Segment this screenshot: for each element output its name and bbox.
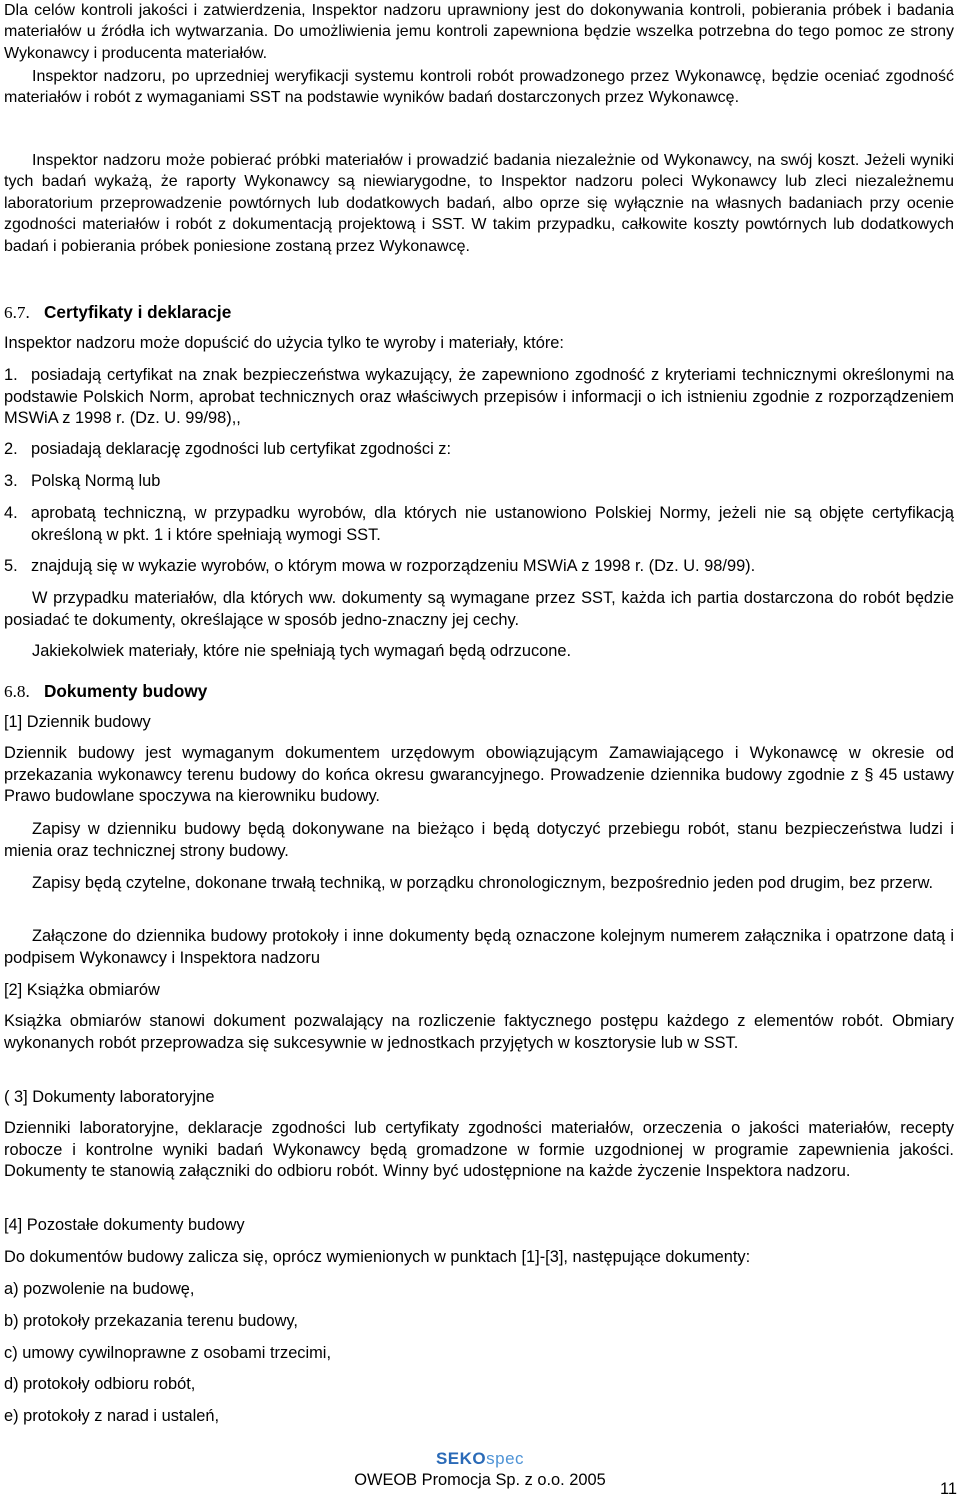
list-item-text: Polską Normą lub xyxy=(31,472,161,490)
paragraph: Dziennik budowy jest wymaganym dokumentem urzędowym obowiązującym Zamawiającego i Wykonawcę w okresie od przekazania wykonawcy terenu budowy do końca okresu gwarancyjnego. Prowadzenie dziennika budowy zgodnie z § 45 ustawy Prawo budowlane spoczywa na kierowniku budowy. xyxy=(4,744,954,805)
paragraph: Książka obmiarów stanowi dokument pozwalający na rozliczenie faktycznego postępu każdego z elementów robót. Obmiary wykonanych robót przeprowadza się sukcesywnie w jednostkach przyjętych w kosztorysie lub w SST. xyxy=(4,1012,954,1052)
paragraph-quality-control: Dla celów kontroli jakości i zatwierdzenia, Inspektor nadzoru uprawniony jest do dokonywania kontroli, pobierania próbek i badania materiałów u źródła ich wytwarzania. Do umożliwienia jemu kontroli zapewniona będzie wszelka potrzebna do tego pomoc ze strony Wykonawcy i producenta materiałów. xyxy=(4,2,954,62)
list-item: e) protokoły z narad i ustaleń, xyxy=(4,1407,220,1425)
paragraph-independent-testing: Inspektor nadzoru może pobierać próbki materiałów i prowadzić badania niezależnie od Wykonawcy, na swój koszt. Jeżeli wyniki tych badań wykażą, że raporty Wykonawcy są niewiarygodne, to Inspektor nadzoru poleci Wykonawcy lub zleci niezależnemu laboratorium przeprowadzenie powtórnych lub dodatkowych badań, albo oprze się wyłącznie na własnych badaniach przy ocenie zgodności materiałów i robót z dokumentacją projektową i SST. W takim przypadku, całkowite koszty powtórnych lub dodatkowych badań i pobierania próbek poniesione zostaną przez Wykonawcę. xyxy=(4,152,954,255)
subsection-title: [2] Książka obmiarów xyxy=(4,981,160,999)
footer-company: OWEOB Promocja Sp. z o.o. 2005 xyxy=(354,1471,606,1489)
list-item xyxy=(4,471,954,493)
list-item-text: posiadają certyfikat na znak bezpieczeństwa wykazujący, że zapewniono zgodność z kryteriami technicznymi określonymi na podstawie Polskich Norm, aprobat technicznych oraz właściwych przepisów i informacji o ich istnieniu zgodnie z rozporządzeniem MSWiA z 1998 r. (Dz. U. 99/98),, xyxy=(4,366,954,427)
list-item: c) umowy cywilnoprawne z osobami trzecimi, xyxy=(4,1344,331,1362)
subsection-title: [4] Pozostałe dokumenty budowy xyxy=(4,1216,245,1234)
paragraph: Do dokumentów budowy zalicza się, oprócz wymienionych w punktach [1]-[3], następujące dokumenty: xyxy=(4,1248,751,1266)
section-number: 6.8. xyxy=(4,682,30,701)
paragraph: Zapisy w dzienniku budowy będą dokonywane na bieżąco i będą dotyczyć przebiegu robót, stanu bezpieczeństwa ludzi i mienia oraz technicznej strony budowy. xyxy=(4,820,954,860)
list-item-number: 5. xyxy=(4,557,18,575)
list-item-number: 2. xyxy=(4,440,18,458)
paragraph: Dzienniki laboratoryjne, deklaracje zgodności lub certyfikaty zgodności materiałów, orzeczenia o jakości materiałów, recepty robocze i kontrolne wyniki badań Wykonawcy będą gromadzone w formie uzgodnionej w programie zapewnienia jakości. Dokumenty te stanowią załączniki do odbioru robót. Winny być udostępnione na każde życzenie Inspektora nadzoru. xyxy=(4,1119,954,1180)
list-item-text: posiadają deklarację zgodności lub certyfikat zgodności z: xyxy=(31,440,452,458)
brand-logo-bold: SEKO xyxy=(435,1449,487,1468)
paragraph-documents-note: W przypadku materiałów, dla których ww. dokumenty są wymagane przez SST, każda ich partia dostarczona do robót będzie posiadać te dokumenty, określające w sposób jedno-znaczny jej cechy. xyxy=(4,589,954,629)
list-item-text: aprobatą techniczną, w przypadku wyrobów, dla których nie ustanowiono Polskiej Normy, jeżeli nie są objęte certyfikacją określoną w pkt. 1 i które spełniają wymogi SST. xyxy=(31,504,954,544)
list-item-text: znajdują się w wykazie wyrobów, o którym mowa w rozporządzeniu MSWiA z 1998 r. (Dz. U. 98/99). xyxy=(31,557,756,575)
list-item xyxy=(4,439,954,461)
list-item xyxy=(4,365,954,430)
brand-logo-rest: spec xyxy=(486,1449,525,1468)
list-item-number: 3. xyxy=(4,472,18,490)
section-heading-6-8 xyxy=(4,680,207,703)
list-item-number: 1. xyxy=(4,366,18,384)
section-title: Certyfikaty i deklaracje xyxy=(44,302,232,322)
subsection-title: [1] Dziennik budowy xyxy=(4,713,151,731)
list-item: b) protokoły przekazania terenu budowy, xyxy=(4,1312,298,1330)
paragraph-rejection-note: Jakiekolwiek materiały, które nie spełniają tych wymagań będą odrzucone. xyxy=(32,642,572,660)
section-heading-6-7 xyxy=(4,301,231,324)
section-number: 6.7. xyxy=(4,303,30,322)
paragraph: Zapisy będą czytelne, dokonane trwałą techniką, w porządku chronologicznym, bezpośrednio jeden pod drugim, bez przerw. xyxy=(32,874,934,892)
list-item xyxy=(4,503,954,546)
list-item-number: 4. xyxy=(4,504,18,522)
list-item: d) protokoły odbioru robót, xyxy=(4,1375,196,1393)
list-item xyxy=(4,556,954,578)
paragraph-inspector-assessment: Inspektor nadzoru, po uprzedniej weryfikacji systemu kontroli robót prowadzonego przez Wykonawcę, będzie oceniać zgodność materiałów i robót z wymaganiami SST na podstawie wyników badań dostarczonych przez Wykonawcę. xyxy=(4,68,954,107)
footer-brand xyxy=(0,1449,960,1469)
section-title: Dokumenty budowy xyxy=(44,681,208,701)
section-intro: Inspektor nadzoru może dopuścić do użycia tylko te wyroby i materiały, które: xyxy=(4,334,564,352)
list-item: a) pozwolenie na budowę, xyxy=(4,1280,195,1298)
brand-logo xyxy=(436,1449,524,1468)
page-number: 11 xyxy=(939,1480,957,1498)
subsection-title: ( 3] Dokumenty laboratoryjne xyxy=(4,1088,215,1106)
paragraph: Załączone do dziennika budowy protokoły i inne dokumenty będą oznaczone kolejnym numerem załącznika i opatrzone datą i podpisem Wykonawcy i Inspektora nadzoru xyxy=(4,927,954,967)
